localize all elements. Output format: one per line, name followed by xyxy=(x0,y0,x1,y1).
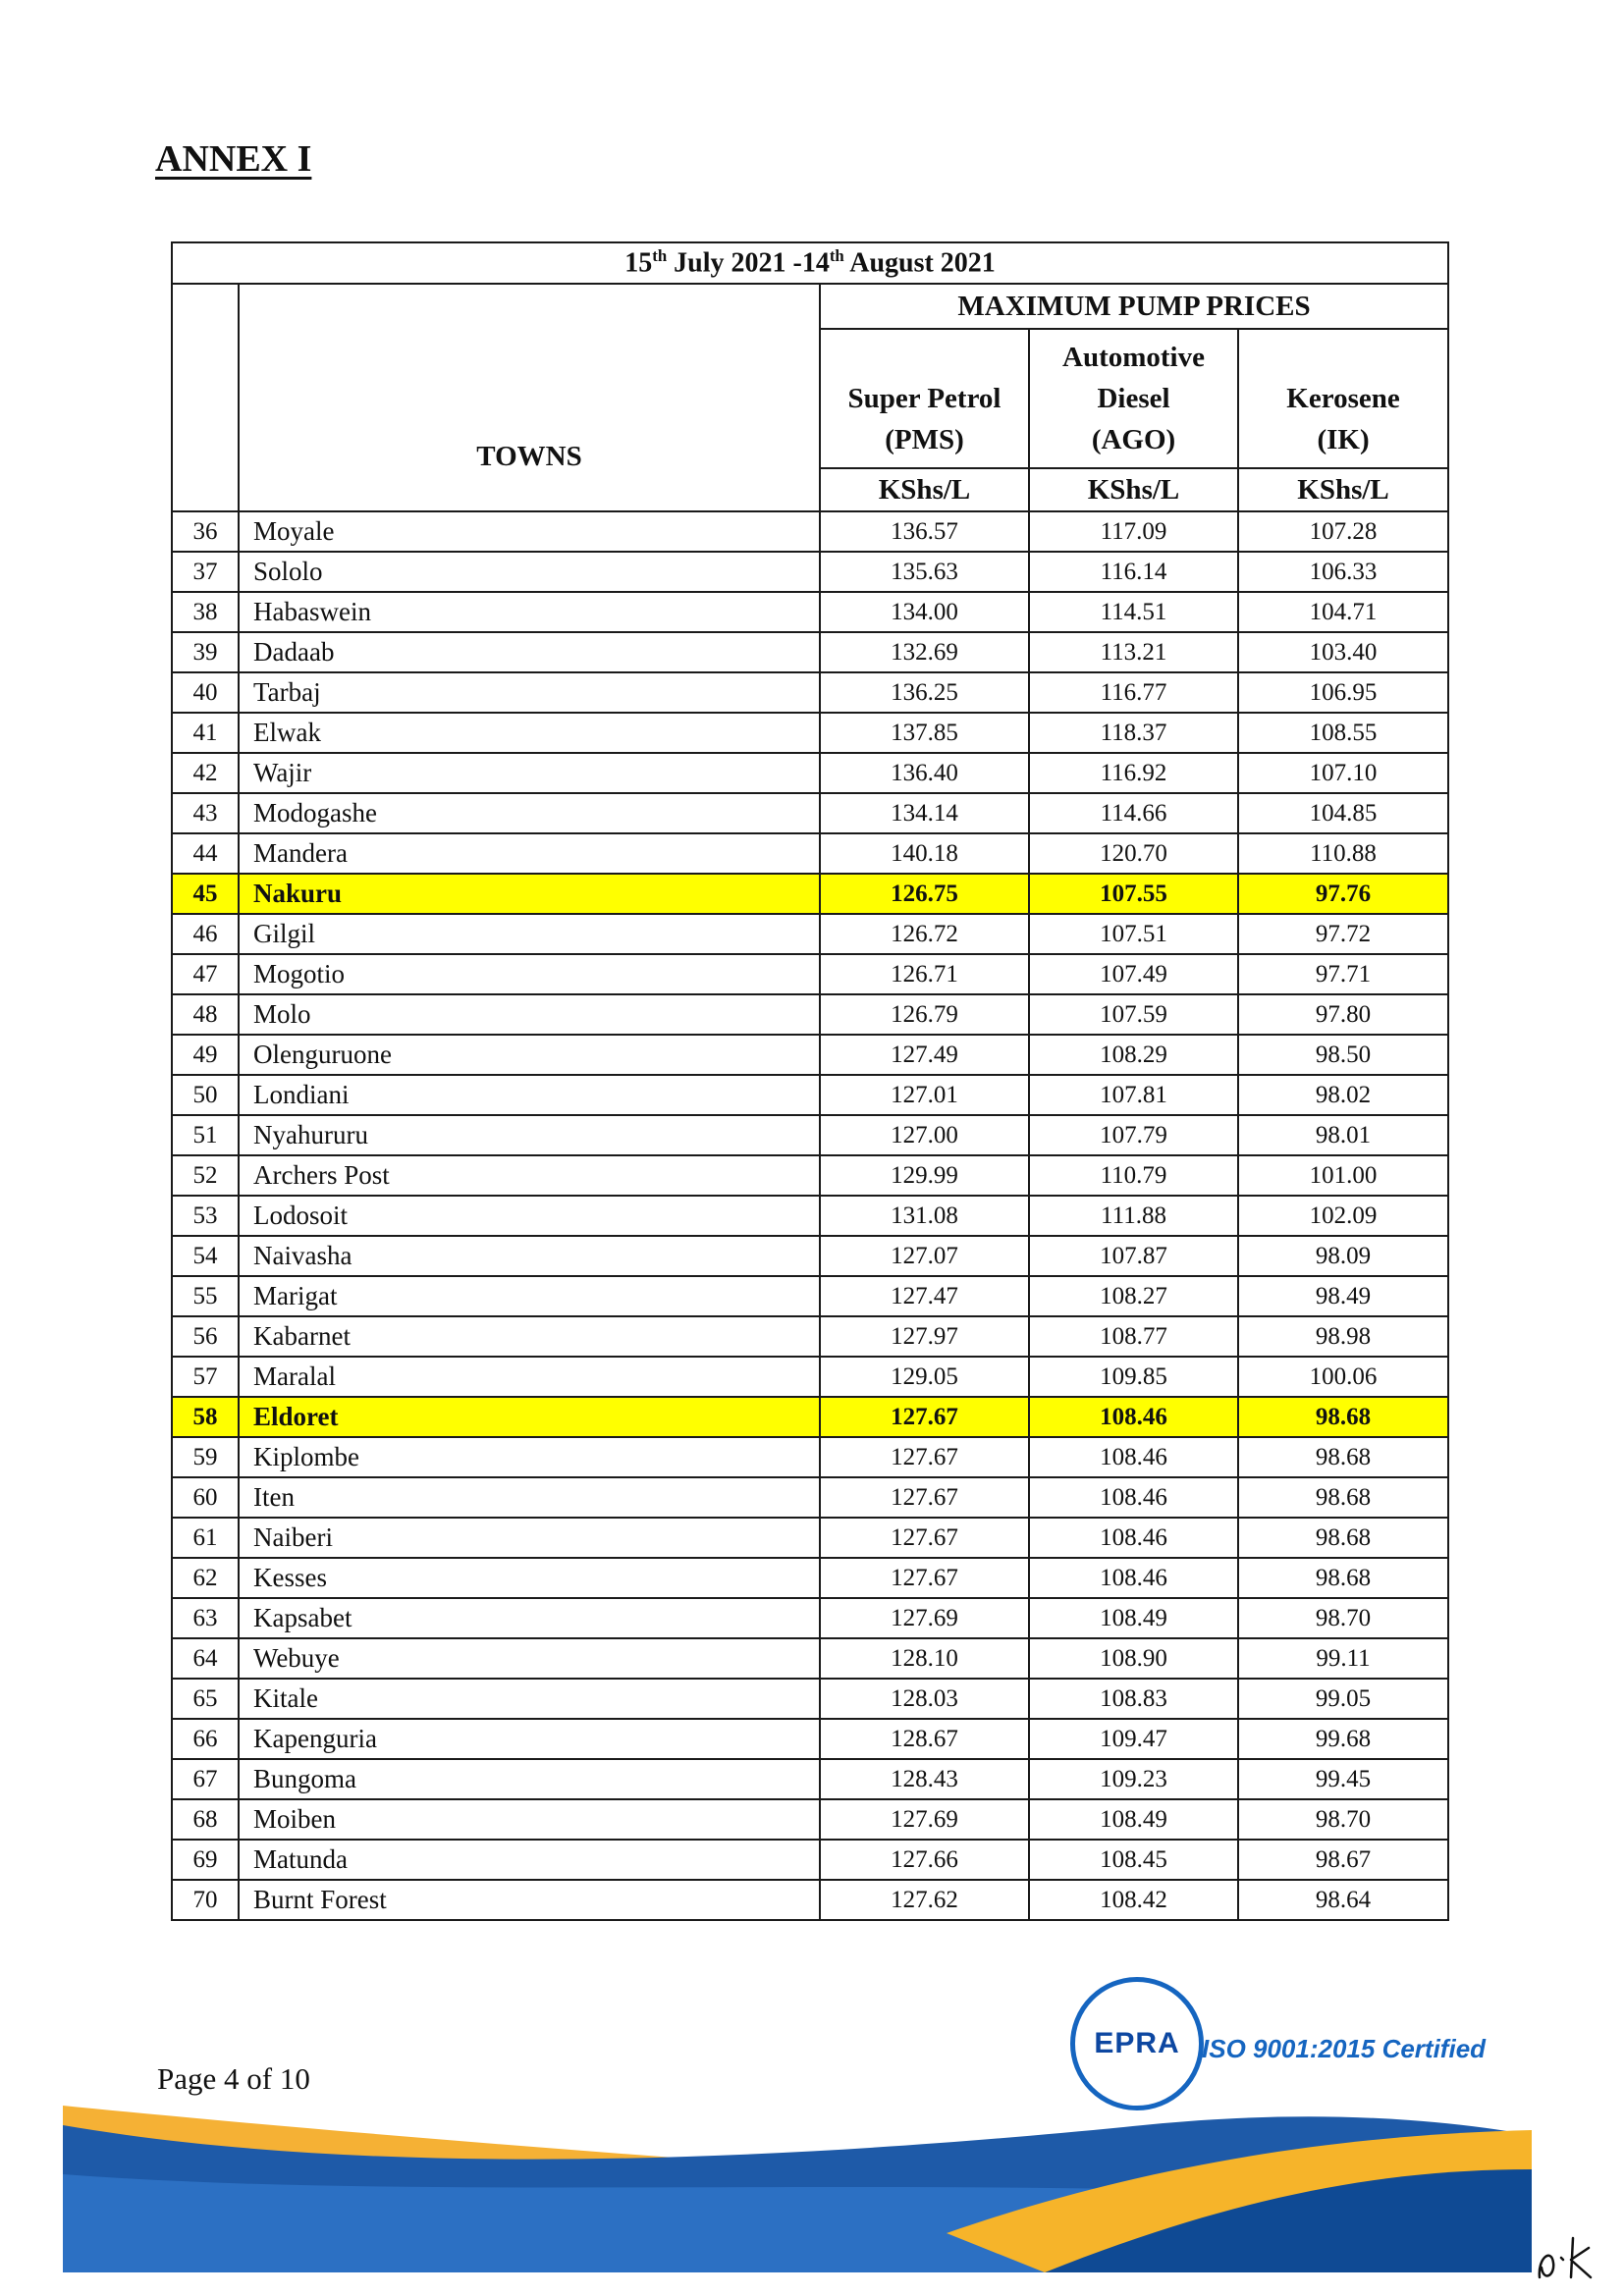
ik-price: 98.68 xyxy=(1238,1558,1448,1598)
town-name: Naivasha xyxy=(239,1236,820,1276)
table-row xyxy=(172,753,1448,793)
ago-price: 107.87 xyxy=(1029,1236,1238,1276)
ago-price: 114.51 xyxy=(1029,592,1238,632)
ago-price: 108.49 xyxy=(1029,1799,1238,1840)
pump-prices-table xyxy=(171,241,1449,1921)
ik-price: 104.71 xyxy=(1238,592,1448,632)
table-row xyxy=(172,1477,1448,1518)
pms-price: 129.99 xyxy=(820,1155,1029,1196)
table-row xyxy=(172,793,1448,833)
town-name: Maralal xyxy=(239,1357,820,1397)
row-number: 43 xyxy=(172,793,239,833)
ik-price: 98.98 xyxy=(1238,1316,1448,1357)
town-name: Dadaab xyxy=(239,632,820,672)
row-number: 56 xyxy=(172,1316,239,1357)
town-name: Kiplombe xyxy=(239,1437,820,1477)
town-name: Londiani xyxy=(239,1075,820,1115)
table-row xyxy=(172,1075,1448,1115)
town-name: Lodosoit xyxy=(239,1196,820,1236)
row-number: 60 xyxy=(172,1477,239,1518)
town-name: Gilgil xyxy=(239,914,820,954)
pms-price: 135.63 xyxy=(820,552,1029,592)
table-row xyxy=(172,1236,1448,1276)
ik-price: 98.68 xyxy=(1238,1397,1448,1437)
town-name: Wajir xyxy=(239,753,820,793)
pms-price: 127.67 xyxy=(820,1397,1029,1437)
town-name: Archers Post xyxy=(239,1155,820,1196)
table-row xyxy=(172,672,1448,713)
row-number: 58 xyxy=(172,1397,239,1437)
town-name: Modogashe xyxy=(239,793,820,833)
signature-mark xyxy=(1532,2228,1600,2287)
row-number: 49 xyxy=(172,1035,239,1075)
ik-price: 99.05 xyxy=(1238,1679,1448,1719)
ik-price: 97.80 xyxy=(1238,994,1448,1035)
ago-price: 113.21 xyxy=(1029,632,1238,672)
row-number: 63 xyxy=(172,1598,239,1638)
town-name: Bungoma xyxy=(239,1759,820,1799)
pms-price: 127.49 xyxy=(820,1035,1029,1075)
ago-price: 108.46 xyxy=(1029,1397,1238,1437)
ik-price: 110.88 xyxy=(1238,833,1448,874)
town-name: Marigat xyxy=(239,1276,820,1316)
row-number: 51 xyxy=(172,1115,239,1155)
pms-price: 129.05 xyxy=(820,1357,1029,1397)
row-number: 47 xyxy=(172,954,239,994)
pms-price: 127.67 xyxy=(820,1437,1029,1477)
ago-price: 108.90 xyxy=(1029,1638,1238,1679)
pms-price: 127.69 xyxy=(820,1598,1029,1638)
ago-price: 117.09 xyxy=(1029,511,1238,552)
pms-price: 127.69 xyxy=(820,1799,1029,1840)
ago-price: 108.42 xyxy=(1029,1880,1238,1920)
epra-logo xyxy=(1070,1977,1204,2110)
ago-price: 107.49 xyxy=(1029,954,1238,994)
town-name: Kapsabet xyxy=(239,1598,820,1638)
row-number: 37 xyxy=(172,552,239,592)
ik-price: 98.70 xyxy=(1238,1598,1448,1638)
pms-price: 127.62 xyxy=(820,1880,1029,1920)
row-number: 39 xyxy=(172,632,239,672)
pms-price: 126.71 xyxy=(820,954,1029,994)
max-pump-prices-header: MAXIMUM PUMP PRICES xyxy=(820,284,1448,329)
ago-price: 108.29 xyxy=(1029,1035,1238,1075)
ago-price: 108.49 xyxy=(1029,1598,1238,1638)
town-name: Kitale xyxy=(239,1679,820,1719)
row-number: 59 xyxy=(172,1437,239,1477)
row-number: 65 xyxy=(172,1679,239,1719)
towns-header: TOWNS xyxy=(239,284,820,511)
row-number: 61 xyxy=(172,1518,239,1558)
row-number: 69 xyxy=(172,1840,239,1880)
ago-price: 109.47 xyxy=(1029,1719,1238,1759)
footer-wave-graphic xyxy=(63,2076,1532,2272)
ik-price: 103.40 xyxy=(1238,632,1448,672)
ago-price: 107.51 xyxy=(1029,914,1238,954)
ik-price: 107.28 xyxy=(1238,511,1448,552)
table-row xyxy=(172,1437,1448,1477)
index-header xyxy=(172,284,239,511)
town-name: Tarbaj xyxy=(239,672,820,713)
ago-price: 108.46 xyxy=(1029,1477,1238,1518)
ago-price: 108.45 xyxy=(1029,1840,1238,1880)
ik-price: 108.55 xyxy=(1238,713,1448,753)
ik-price: 104.85 xyxy=(1238,793,1448,833)
pms-price: 134.00 xyxy=(820,592,1029,632)
pms-price: 127.47 xyxy=(820,1276,1029,1316)
table-row xyxy=(172,713,1448,753)
ik-price: 98.67 xyxy=(1238,1840,1448,1880)
pms-column-header: Super Petrol (PMS) xyxy=(820,329,1029,468)
ik-price: 102.09 xyxy=(1238,1196,1448,1236)
row-number: 48 xyxy=(172,994,239,1035)
table-row xyxy=(172,1598,1448,1638)
pms-price: 127.97 xyxy=(820,1316,1029,1357)
town-name: Iten xyxy=(239,1477,820,1518)
period-header: 15th July 2021 -14th August 2021 xyxy=(172,242,1448,284)
row-number: 54 xyxy=(172,1236,239,1276)
ago-price: 116.14 xyxy=(1029,552,1238,592)
table-row xyxy=(172,1719,1448,1759)
pms-price: 128.43 xyxy=(820,1759,1029,1799)
epra-logo-text: EPRA xyxy=(1094,2027,1180,2059)
table-row xyxy=(172,632,1448,672)
ik-column-header: Kerosene (IK) xyxy=(1238,329,1448,468)
row-number: 52 xyxy=(172,1155,239,1196)
table-row xyxy=(172,994,1448,1035)
ago-price: 108.83 xyxy=(1029,1679,1238,1719)
annex-heading: ANNEX I xyxy=(155,138,312,180)
ago-price: 108.46 xyxy=(1029,1558,1238,1598)
ago-price: 108.46 xyxy=(1029,1437,1238,1477)
table-row xyxy=(172,1155,1448,1196)
row-number: 57 xyxy=(172,1357,239,1397)
table-row xyxy=(172,511,1448,552)
ik-price: 98.49 xyxy=(1238,1276,1448,1316)
row-number: 53 xyxy=(172,1196,239,1236)
town-name: Nakuru xyxy=(239,874,820,914)
town-name: Olenguruone xyxy=(239,1035,820,1075)
ik-price: 98.68 xyxy=(1238,1477,1448,1518)
town-name: Naiberi xyxy=(239,1518,820,1558)
page-number: Page 4 of 10 xyxy=(157,2061,310,2096)
table-row xyxy=(172,833,1448,874)
ik-unit: KShs/L xyxy=(1238,468,1448,511)
town-name: Eldoret xyxy=(239,1397,820,1437)
pump-prices-table-container xyxy=(171,241,1447,1921)
table-row xyxy=(172,874,1448,914)
table-row xyxy=(172,1115,1448,1155)
row-number: 62 xyxy=(172,1558,239,1598)
row-number: 44 xyxy=(172,833,239,874)
town-name: Sololo xyxy=(239,552,820,592)
row-number: 45 xyxy=(172,874,239,914)
ago-price: 109.23 xyxy=(1029,1759,1238,1799)
row-number: 55 xyxy=(172,1276,239,1316)
ago-price: 111.88 xyxy=(1029,1196,1238,1236)
table-row xyxy=(172,1840,1448,1880)
pms-price: 137.85 xyxy=(820,713,1029,753)
table-row xyxy=(172,954,1448,994)
table-row xyxy=(172,1799,1448,1840)
table-row xyxy=(172,1035,1448,1075)
table-row xyxy=(172,1558,1448,1598)
pms-price: 127.67 xyxy=(820,1558,1029,1598)
ik-price: 98.01 xyxy=(1238,1115,1448,1155)
table-row xyxy=(172,1880,1448,1920)
ik-price: 98.02 xyxy=(1238,1075,1448,1115)
ik-price: 100.06 xyxy=(1238,1357,1448,1397)
pms-price: 126.72 xyxy=(820,914,1029,954)
ik-price: 99.68 xyxy=(1238,1719,1448,1759)
pms-price: 132.69 xyxy=(820,632,1029,672)
ik-price: 99.45 xyxy=(1238,1759,1448,1799)
town-name: Molo xyxy=(239,994,820,1035)
table-row xyxy=(172,1759,1448,1799)
town-name: Kapenguria xyxy=(239,1719,820,1759)
ago-price: 114.66 xyxy=(1029,793,1238,833)
town-name: Kabarnet xyxy=(239,1316,820,1357)
pms-price: 126.79 xyxy=(820,994,1029,1035)
ago-price: 116.92 xyxy=(1029,753,1238,793)
ago-price: 109.85 xyxy=(1029,1357,1238,1397)
table-row xyxy=(172,592,1448,632)
row-number: 64 xyxy=(172,1638,239,1679)
ik-price: 98.68 xyxy=(1238,1437,1448,1477)
ago-price: 118.37 xyxy=(1029,713,1238,753)
pms-price: 128.67 xyxy=(820,1719,1029,1759)
table-row xyxy=(172,1196,1448,1236)
pms-price: 127.07 xyxy=(820,1236,1029,1276)
ik-price: 106.33 xyxy=(1238,552,1448,592)
ago-price: 116.77 xyxy=(1029,672,1238,713)
pms-price: 127.00 xyxy=(820,1115,1029,1155)
ik-price: 107.10 xyxy=(1238,753,1448,793)
ago-price: 107.81 xyxy=(1029,1075,1238,1115)
row-number: 46 xyxy=(172,914,239,954)
table-row xyxy=(172,1316,1448,1357)
pms-price: 136.40 xyxy=(820,753,1029,793)
table-row xyxy=(172,552,1448,592)
ik-price: 98.70 xyxy=(1238,1799,1448,1840)
ik-price: 101.00 xyxy=(1238,1155,1448,1196)
ik-price: 97.76 xyxy=(1238,874,1448,914)
ago-price: 108.27 xyxy=(1029,1276,1238,1316)
ik-price: 98.09 xyxy=(1238,1236,1448,1276)
town-name: Mogotio xyxy=(239,954,820,994)
table-row xyxy=(172,1357,1448,1397)
town-name: Webuye xyxy=(239,1638,820,1679)
ik-price: 99.11 xyxy=(1238,1638,1448,1679)
row-number: 38 xyxy=(172,592,239,632)
table-row xyxy=(172,914,1448,954)
ago-price: 108.77 xyxy=(1029,1316,1238,1357)
table-row xyxy=(172,1518,1448,1558)
ago-price: 108.46 xyxy=(1029,1518,1238,1558)
ik-price: 97.71 xyxy=(1238,954,1448,994)
row-number: 68 xyxy=(172,1799,239,1840)
town-name: Kesses xyxy=(239,1558,820,1598)
row-number: 41 xyxy=(172,713,239,753)
ik-price: 97.72 xyxy=(1238,914,1448,954)
price-rows xyxy=(172,511,1448,1920)
pms-price: 127.66 xyxy=(820,1840,1029,1880)
town-name: Habaswein xyxy=(239,592,820,632)
row-number: 70 xyxy=(172,1880,239,1920)
town-name: Nyahururu xyxy=(239,1115,820,1155)
ago-price: 107.55 xyxy=(1029,874,1238,914)
ik-price: 98.68 xyxy=(1238,1518,1448,1558)
table-row xyxy=(172,1276,1448,1316)
row-number: 42 xyxy=(172,753,239,793)
ago-price: 120.70 xyxy=(1029,833,1238,874)
pms-price: 136.57 xyxy=(820,511,1029,552)
row-number: 36 xyxy=(172,511,239,552)
ago-column-header: Automotive Diesel (AGO) xyxy=(1029,329,1238,468)
pms-price: 128.03 xyxy=(820,1679,1029,1719)
ago-price: 110.79 xyxy=(1029,1155,1238,1196)
row-number: 67 xyxy=(172,1759,239,1799)
pms-price: 136.25 xyxy=(820,672,1029,713)
ik-price: 98.64 xyxy=(1238,1880,1448,1920)
ik-price: 98.50 xyxy=(1238,1035,1448,1075)
town-name: Moiben xyxy=(239,1799,820,1840)
row-number: 50 xyxy=(172,1075,239,1115)
ik-price: 106.95 xyxy=(1238,672,1448,713)
town-name: Matunda xyxy=(239,1840,820,1880)
ago-unit: KShs/L xyxy=(1029,468,1238,511)
iso-certification: ISO 9001:2015 Certified xyxy=(1202,2034,1487,2063)
pms-unit: KShs/L xyxy=(820,468,1029,511)
pms-price: 127.01 xyxy=(820,1075,1029,1115)
pms-price: 126.75 xyxy=(820,874,1029,914)
pms-price: 134.14 xyxy=(820,793,1029,833)
town-name: Burnt Forest xyxy=(239,1880,820,1920)
town-name: Mandera xyxy=(239,833,820,874)
town-name: Moyale xyxy=(239,511,820,552)
pms-price: 131.08 xyxy=(820,1196,1029,1236)
row-number: 66 xyxy=(172,1719,239,1759)
row-number: 40 xyxy=(172,672,239,713)
pms-price: 140.18 xyxy=(820,833,1029,874)
town-name: Elwak xyxy=(239,713,820,753)
table-row xyxy=(172,1679,1448,1719)
table-row xyxy=(172,1397,1448,1437)
pms-price: 128.10 xyxy=(820,1638,1029,1679)
table-row xyxy=(172,1638,1448,1679)
ago-price: 107.59 xyxy=(1029,994,1238,1035)
ago-price: 107.79 xyxy=(1029,1115,1238,1155)
pms-price: 127.67 xyxy=(820,1518,1029,1558)
pms-price: 127.67 xyxy=(820,1477,1029,1518)
